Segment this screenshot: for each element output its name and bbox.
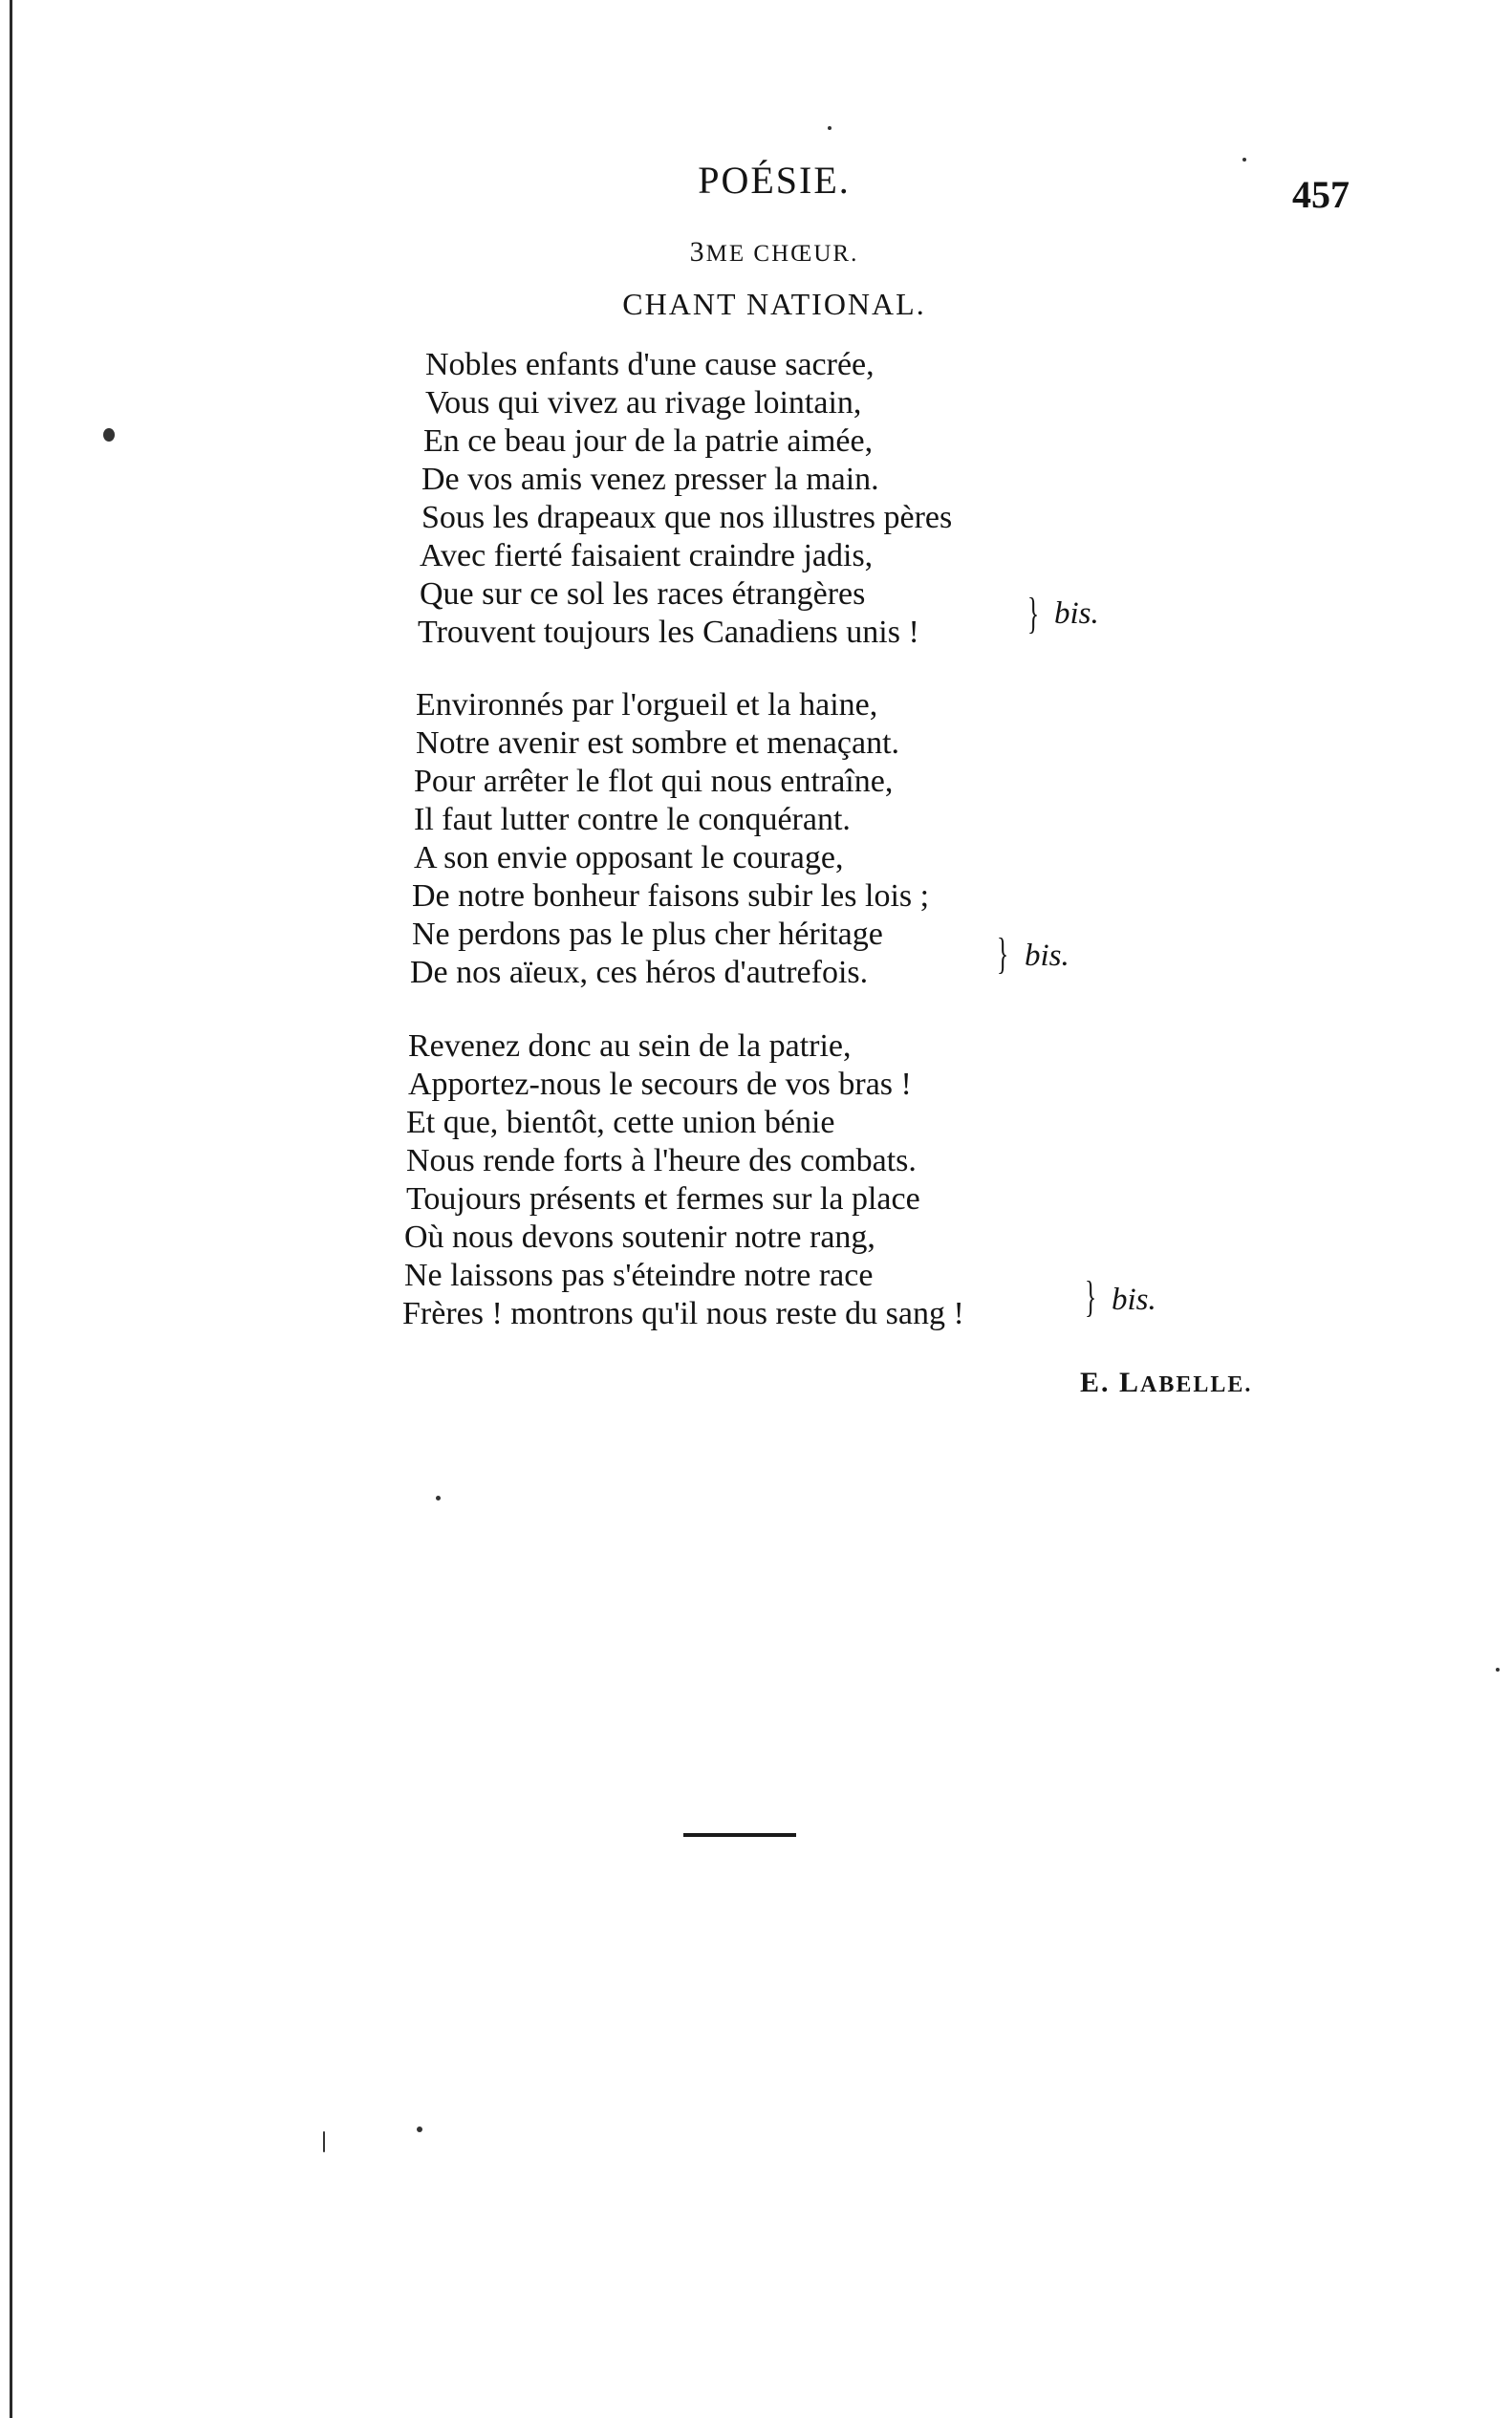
choir-label: ME CHŒUR. <box>705 241 859 267</box>
verse-line: Nobles enfants d'une cause sacrée, <box>425 347 875 382</box>
refrain-mark: bis. <box>1112 1283 1156 1317</box>
verse-line: Pour arrêter le flot qui nous entraîne, <box>414 764 894 799</box>
signature-initial: E. L <box>1080 1367 1141 1398</box>
ink-speck <box>103 428 115 442</box>
verse-line: Avec fierté faisaient craindre jadis, <box>420 538 874 573</box>
verse-line: Ne laissons pas s'éteindre notre race <box>404 1258 874 1293</box>
verse-line: En ce beau jour de la patrie aimée, <box>423 423 874 459</box>
ink-speck <box>1496 1668 1500 1672</box>
verse-line: De nos aïeux, ces héros d'autrefois. <box>410 955 869 990</box>
song-title: CHANT NATIONAL. <box>622 287 926 321</box>
verse-line: Où nous devons soutenir notre rang, <box>404 1220 875 1255</box>
signature-surname: ABELLE. <box>1140 1372 1253 1397</box>
choir-numeral: 3 <box>689 236 706 268</box>
verse-line: De vos amis venez presser la main. <box>421 462 879 497</box>
verse-line: Environnés par l'orgueil et la haine, <box>416 687 878 723</box>
author-signature <box>1080 1367 1252 1399</box>
verse-line: De notre bonheur faisons subir les lois ; <box>412 878 930 914</box>
verse-line: Trouvent toujours les Canadiens unis ! <box>418 615 919 650</box>
ink-speck <box>1242 158 1246 162</box>
end-rule <box>683 1833 796 1837</box>
ink-speck <box>417 2127 422 2132</box>
refrain-mark: bis. <box>1054 596 1099 631</box>
choir-heading <box>0 236 1512 269</box>
refrain-brace: } <box>1085 1272 1097 1321</box>
verse-line: Et que, bientôt, cette union bénie <box>406 1105 835 1140</box>
page-edge-line <box>10 0 12 2418</box>
page-number: 457 <box>1292 173 1350 216</box>
verse-line: Revenez donc au sein de la patrie, <box>408 1028 852 1064</box>
ink-speck <box>323 2131 325 2152</box>
verse-line: Apportez-nous le secours de vos bras ! <box>408 1067 912 1102</box>
refrain-brace: } <box>997 929 1009 978</box>
verse-line: Nous rende forts à l'heure des combats. <box>406 1143 917 1178</box>
ink-speck <box>828 126 832 130</box>
ink-speck <box>436 1496 441 1500</box>
verse-line: A son envie opposant le courage, <box>414 840 844 875</box>
running-head: POÉSIE. <box>698 159 851 202</box>
verse-line: Sous les drapeaux que nos illustres pères <box>421 500 953 535</box>
verse-line: Vous qui vivez au rivage lointain, <box>425 385 862 421</box>
refrain-mark: bis. <box>1025 939 1069 973</box>
verse-line: Frères ! montrons qu'il nous reste du sang ! <box>402 1296 964 1331</box>
verse-line: Que sur ce sol les races étrangères <box>420 576 866 612</box>
verse-line: Toujours présents et fermes sur la place <box>406 1181 920 1217</box>
refrain-brace: } <box>1027 589 1040 637</box>
verse-line: Il faut lutter contre le conquérant. <box>414 802 851 837</box>
verse-line: Ne perdons pas le plus cher héritage <box>412 917 883 952</box>
verse-line: Notre avenir est sombre et menaçant. <box>416 725 900 761</box>
